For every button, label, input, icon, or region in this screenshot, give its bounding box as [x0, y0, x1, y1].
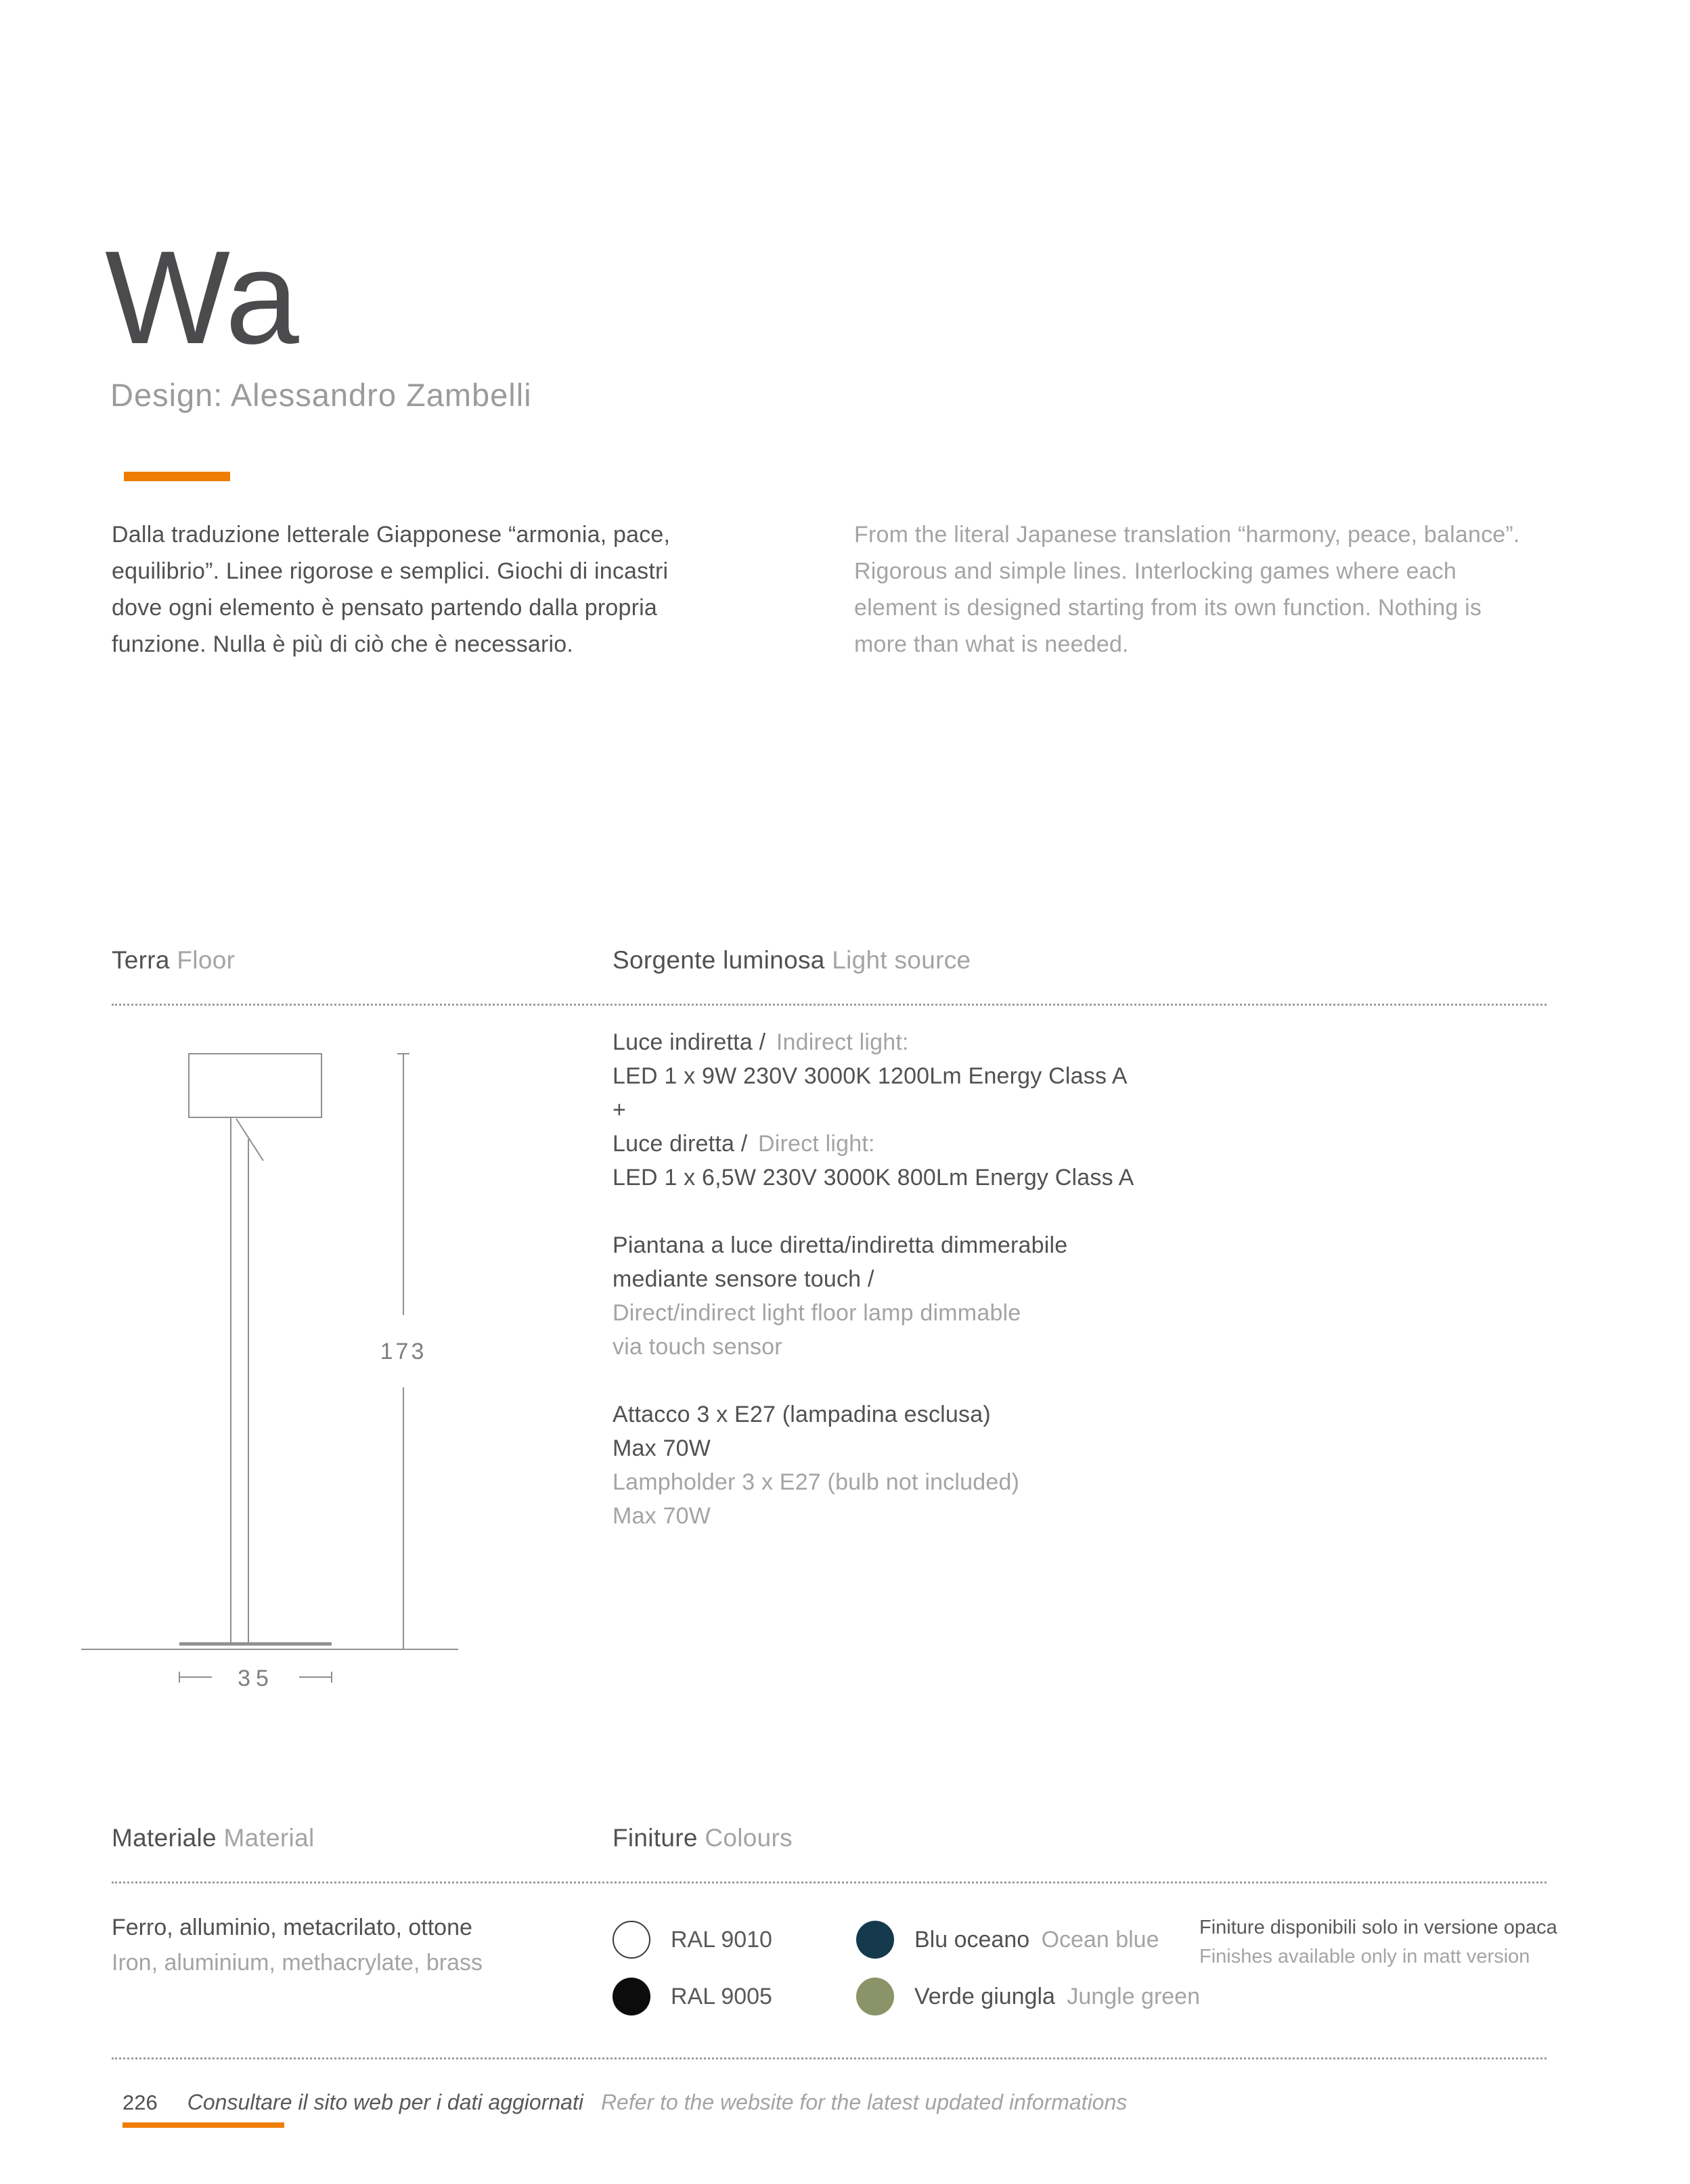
spec-block-led — [613, 1025, 1134, 1195]
finish-jungle-green — [856, 1977, 1200, 2016]
light-source-specs — [613, 1025, 1134, 1567]
swatch-label-ral-9005: RAL 9005 — [671, 1983, 772, 2009]
section-header-floor — [112, 946, 235, 975]
spec-indirect-light — [613, 1025, 1134, 1059]
spec-lampholder-it: Attacco 3 x E27 (lampadina esclusa) — [613, 1402, 991, 1427]
spec-indirect-led: LED 1 x 9W 230V 3000K 1200Lm Energy Class A — [613, 1063, 1128, 1089]
spec-lamp-desc-en-1: Direct/indirect light floor lamp dimmable — [613, 1300, 1021, 1326]
finish-availability-note-en: Finishes available only in matt version — [1199, 1946, 1530, 1967]
finish-ral-9010 — [613, 1920, 772, 1959]
lamp-arm-diagonal-line — [236, 1119, 263, 1161]
footer-note-italian: Consultare il sito web per i dati aggiornati — [187, 2090, 583, 2114]
spec-direct-light-it: Luce diretta / — [613, 1131, 748, 1157]
swatch-label-ocean-blue-it: Blu oceano — [914, 1926, 1030, 1953]
swatch-label-jungle-green-it: Verde giungla — [914, 1983, 1055, 2009]
spec-plus: + — [613, 1097, 627, 1123]
footer-note-english: Refer to the website for the latest updated informations — [600, 2090, 1128, 2114]
section-header-material-en: Material — [223, 1824, 315, 1852]
spec-max-wattage-en: Max 70W — [613, 1503, 711, 1529]
intro-paragraph-english: From the literal Japanese translation “harmony, peace, balance”. Rigorous and simple lines. Interlocking games where each element is designed starting from its own function. Nothing is more than what is needed. — [854, 522, 1520, 657]
spec-block-lampholder — [613, 1398, 1134, 1533]
section-header-floor-it: Terra — [112, 946, 170, 974]
finish-ocean-blue — [856, 1920, 1159, 1959]
page-number: 226 — [123, 2091, 158, 2114]
section-header-light-source-en: Light source — [832, 946, 971, 974]
material-text-italian: Ferro, alluminio, metacrilato, ottone — [112, 1915, 472, 1940]
swatch-label-ocean-blue-en: Ocean blue — [1041, 1926, 1159, 1953]
section-header-colours-it: Finiture — [613, 1824, 698, 1852]
designer-line: Design: Alessandro Zambelli — [110, 377, 532, 413]
swatch-label-jungle-green — [914, 1984, 1200, 2010]
section-header-floor-en: Floor — [177, 946, 236, 974]
accent-bar-footer — [123, 2122, 284, 2128]
section-header-colours — [613, 1824, 793, 1852]
height-dimension-label: 173 — [380, 1339, 427, 1364]
divider-dotted-top — [112, 1004, 1547, 1006]
finish-ral-9005 — [613, 1977, 772, 2016]
technical-drawing — [68, 1035, 474, 1699]
section-header-colours-en: Colours — [705, 1824, 793, 1852]
section-header-material-it: Materiale — [112, 1824, 217, 1852]
intro-paragraph-italian: Dalla traduzione letterale Giapponese “armonia, pace, equilibrio”. Linee rigorose e semplici. Giochi di incastri dove ogni elemento è pensato partendo dalla propria funzione. Nulla è più di ciò che è necessario. — [112, 522, 671, 657]
material-text — [112, 1910, 483, 1980]
spec-direct-light — [613, 1127, 1134, 1161]
section-header-light-source-it: Sorgente luminosa — [613, 946, 825, 974]
footer — [123, 2090, 1127, 2115]
spec-indirect-light-en: Indirect light: — [776, 1029, 909, 1055]
accent-bar-top — [124, 472, 230, 481]
finish-availability-note — [1199, 1913, 1557, 1971]
spec-direct-led: LED 1 x 6,5W 230V 3000K 800Lm Energy Class A — [613, 1165, 1134, 1190]
section-header-light-source — [613, 946, 971, 975]
divider-dotted-footer — [112, 2057, 1547, 2059]
section-header-material — [112, 1824, 314, 1852]
spec-lamp-desc-it-1: Piantana a luce diretta/indiretta dimmerabile — [613, 1232, 1068, 1258]
page-title: Wa — [105, 223, 299, 372]
swatch-ral-9005 — [613, 1978, 650, 2015]
swatch-label-jungle-green-en: Jungle green — [1067, 1983, 1201, 2009]
material-text-english: Iron, aluminium, methacrylate, brass — [112, 1950, 483, 1976]
width-dimension-label: 35 — [238, 1666, 274, 1691]
finish-availability-note-it: Finiture disponibili solo in versione opaca — [1199, 1917, 1557, 1938]
swatch-ocean-blue — [856, 1921, 894, 1959]
swatch-label-ral-9010: RAL 9010 — [671, 1926, 772, 1953]
divider-dotted-bottom-section — [112, 1881, 1547, 1884]
spec-max-wattage-it: Max 70W — [613, 1435, 711, 1461]
spec-lampholder-en: Lampholder 3 x E27 (bulb not included) — [613, 1469, 1020, 1495]
spec-indirect-light-it: Luce indiretta / — [613, 1029, 766, 1055]
spec-block-lamp-description — [613, 1228, 1134, 1364]
swatch-jungle-green — [856, 1978, 894, 2015]
spec-direct-light-en: Direct light: — [758, 1131, 875, 1157]
swatch-ral-9010 — [613, 1921, 650, 1959]
lamp-head-outline — [189, 1054, 321, 1117]
swatch-label-ocean-blue — [914, 1927, 1159, 1953]
spec-lamp-desc-en-2: via touch sensor — [613, 1334, 782, 1360]
spec-lamp-desc-it-2: mediante sensore touch / — [613, 1266, 874, 1292]
